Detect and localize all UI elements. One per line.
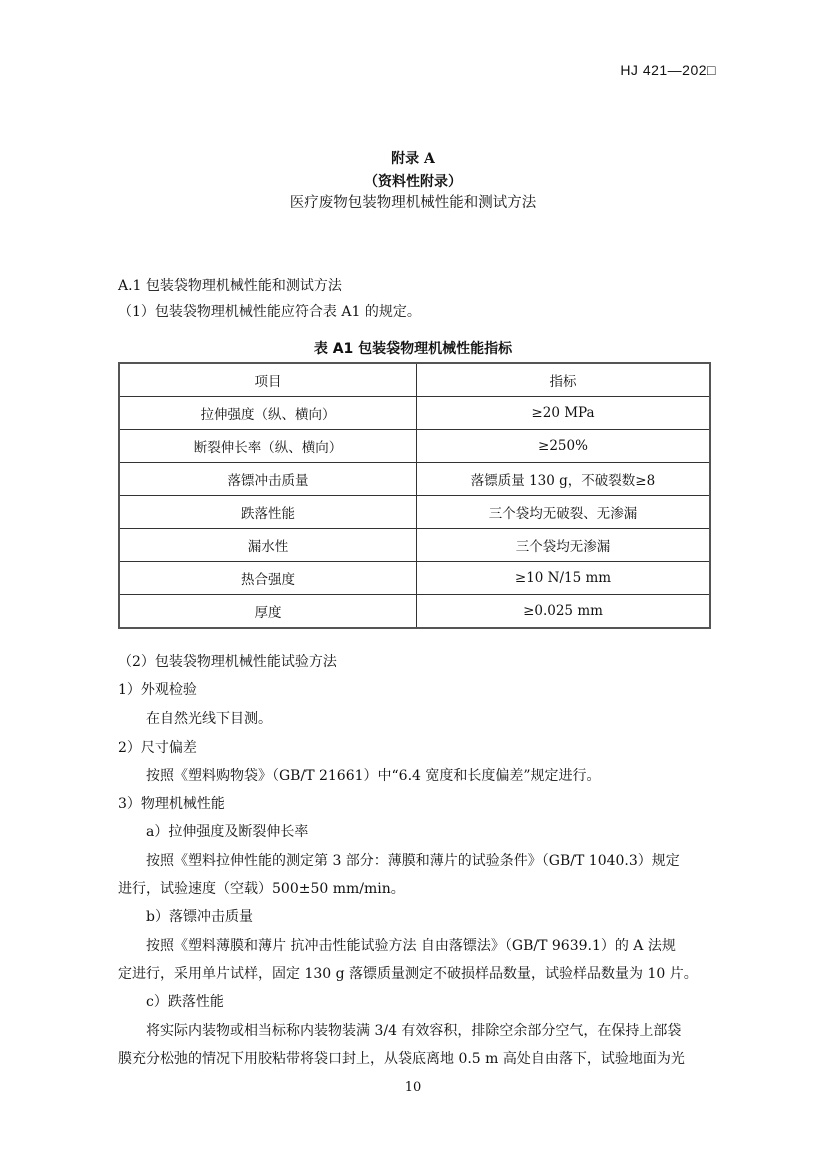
appendix-title: 附录 A xyxy=(391,151,435,167)
cell-item: 跌落性能 xyxy=(119,496,417,529)
spec-table xyxy=(118,362,711,629)
page-number: 10 xyxy=(404,1080,422,1095)
cell-indicator: ≥10 N/15 mm xyxy=(417,562,711,595)
cell-indicator: ≥20 MPa xyxy=(417,397,711,430)
method-3b-text-line1: 按照《塑料薄膜和薄片 抗冲击性能试验方法 自由落镖法》（GB/T 9639.1）的 A 法规 xyxy=(146,938,676,954)
table-row xyxy=(119,430,710,463)
column-header-indicator: 指标 xyxy=(417,363,711,397)
cell-item: 拉伸强度（纵、横向） xyxy=(119,397,417,430)
cell-item: 落镖冲击质量 xyxy=(119,463,417,496)
method-3-title: 3）物理机械性能 xyxy=(118,796,225,812)
method-3a-text-line1: 按照《塑料拉伸性能的测定第 3 部分：薄膜和薄片的试验条件》（GB/T 1040.3）规定 xyxy=(146,853,680,869)
cell-indicator: 三个袋均无破裂、无渗漏 xyxy=(417,496,711,529)
method-3b-title: b）落镖冲击质量 xyxy=(146,909,253,925)
cell-item: 热合强度 xyxy=(119,562,417,595)
cell-indicator: 落镖质量 130 g，不破裂数≥8 xyxy=(417,463,711,496)
table-row xyxy=(119,562,710,595)
section-a1-heading: A.1 包装袋物理机械性能和测试方法 xyxy=(118,278,342,294)
table-row xyxy=(119,496,710,529)
table-header-row xyxy=(119,363,710,397)
cell-indicator: 三个袋均无渗漏 xyxy=(417,529,711,562)
column-header-item: 项目 xyxy=(119,363,417,397)
method-1-text: 在自然光线下目测。 xyxy=(146,711,272,727)
cell-item: 漏水性 xyxy=(119,529,417,562)
table-row xyxy=(119,529,710,562)
method-3b-text-line2: 定进行，采用单片试样，固定 130 g 落镖质量测定不破损样品数量，试验样品数量为 10 片。 xyxy=(118,966,698,982)
method-1-title: 1）外观检验 xyxy=(118,682,197,698)
table-row xyxy=(119,595,710,629)
method-3c-title: c）跌落性能 xyxy=(146,994,224,1010)
cell-item: 厚度 xyxy=(119,595,417,629)
cell-indicator: ≥250% xyxy=(417,430,711,463)
section-a1-paragraph: （1）包装袋物理机械性能应符合表 A1 的规定。 xyxy=(118,304,421,320)
method-2-text: 按照《塑料购物袋》（GB/T 21661）中“6.4 宽度和长度偏差”规定进行。 xyxy=(146,768,601,784)
document-code-header: HJ 421—202□ xyxy=(620,62,716,78)
method-3a-title: a）拉伸强度及断裂伸长率 xyxy=(146,824,309,840)
cell-item: 断裂伸长率（纵、横向） xyxy=(119,430,417,463)
methods-heading: （2）包装袋物理机械性能试验方法 xyxy=(118,654,337,670)
appendix-subject: 医疗废物包装物理机械性能和测试方法 xyxy=(289,195,537,211)
table-caption: 表 A1 包装袋物理机械性能指标 xyxy=(313,341,513,357)
cell-indicator: ≥0.025 mm xyxy=(417,595,711,629)
method-2-title: 2）尺寸偏差 xyxy=(118,740,197,756)
method-3c-text-line1: 将实际内装物或相当标称内装物装满 3/4 有效容积，排除空余部分空气，在保持上部袋 xyxy=(146,1023,682,1039)
method-3c-text-line2: 膜充分松弛的情况下用胶粘带将袋口封上，从袋底离地 0.5 m 高处自由落下，试验地面为光 xyxy=(118,1051,685,1067)
table-row xyxy=(119,397,710,430)
appendix-nature: （资料性附录） xyxy=(364,174,462,190)
table-row xyxy=(119,463,710,496)
method-3a-text-line2: 进行，试验速度（空载）500±50 mm/min。 xyxy=(118,881,405,897)
